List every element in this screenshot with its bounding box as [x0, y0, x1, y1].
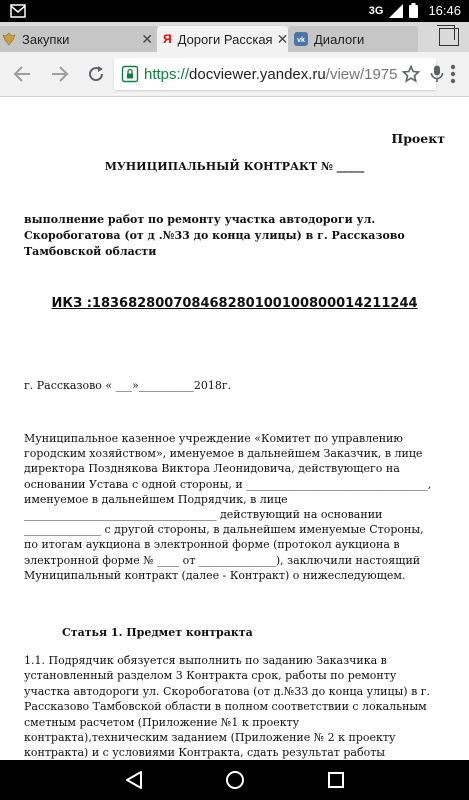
vk-icon — [294, 32, 308, 46]
close-icon[interactable]: ✕ — [276, 30, 289, 47]
url-path: /view/1975 — [325, 65, 398, 83]
star-icon[interactable] — [398, 61, 424, 87]
text-line: контракта),техническим заданием (Приложение № 2 к проекту — [24, 731, 396, 745]
svg-text:vk: vk — [297, 37, 305, 44]
lock-icon — [122, 66, 138, 82]
text-line: Муниципальное казенное учреждение «Комитет по управлению — [24, 432, 403, 445]
close-icon[interactable]: ✕ — [141, 30, 153, 47]
system-nav-bar — [0, 760, 469, 800]
tab-zakupki[interactable] — [0, 26, 159, 52]
contract-subject — [24, 212, 434, 260]
browser-toolbar — [0, 52, 469, 97]
text-line: 1.1. Подрядчик обязуется выполнить по заданию Заказчика в — [24, 654, 387, 667]
ikz-code: ИКЗ :183682800708468280100100800014211244 — [51, 296, 418, 311]
battery-icon — [409, 3, 418, 18]
contract-title: МУНИЦИПАЛЬНЫЙ КОНТРАКТ № _____ — [104, 160, 365, 173]
yandex-icon: Я — [163, 32, 172, 46]
tab-strip — [0, 22, 469, 52]
emblem-icon — [2, 32, 16, 46]
tab-title: Закупки — [22, 31, 70, 47]
subject-line: Скоробогатова (от д .№33 до конца улицы) в г. Рассказово — [24, 229, 405, 242]
text-line: контракта) и с условиями Контракта, сдать результат работы — [24, 746, 386, 760]
tab-title: Диалоги — [314, 31, 365, 47]
tab-dorogi[interactable] — [157, 26, 288, 52]
recents-square-icon[interactable] — [325, 770, 347, 790]
back-triangle-icon[interactable] — [123, 770, 145, 790]
project-label: Проект — [391, 131, 445, 146]
text-line: ___________________________________ действующий на основании — [24, 508, 383, 522]
notification-icon — [10, 3, 26, 19]
address-bar[interactable] — [114, 58, 436, 90]
text-line: установленный разделом 3 Контракта срок, работы по ремонту — [24, 669, 397, 683]
back-icon[interactable] — [10, 62, 34, 86]
text-line: электронной форме № ____ от ______________), заключили настоящий — [24, 553, 421, 567]
subject-line: Тамбовской области — [24, 245, 157, 258]
text-line: ______________ с другой стороны, в дальнейшем именуемые Стороны, — [24, 523, 424, 537]
clause-paragraph — [24, 653, 454, 761]
text-line: участка автодороги ул. Скоробогатова (от д.№33 до конца улицы) в г. — [24, 684, 431, 698]
forward-icon[interactable] — [48, 62, 72, 86]
signal-icon — [389, 4, 403, 18]
url-host: docviewer.yandex.ru — [189, 65, 326, 83]
subject-line: выполнение работ по ремонту участка автодороги ул. — [24, 213, 376, 226]
text-line: городским хозяйством», именуемое в дальнейшем Заказчик, в лице — [24, 447, 423, 461]
text-line: по итогам аукциона в электронной форме (протокол аукциона в — [24, 538, 400, 552]
menu-icon[interactable] — [441, 62, 465, 86]
preamble-paragraph — [24, 431, 456, 583]
text-line: именуемое в дальнейшем Подрядчик, в лице — [24, 492, 288, 506]
url-scheme: https:// — [144, 65, 190, 83]
text-line: Рассказово Тамбовской области в полном соответствии с локальным — [24, 700, 427, 714]
status-bar — [0, 0, 469, 22]
text-line: сметным расчетом (Приложение №1 к проекту — [24, 715, 300, 729]
text-line: директора Позднякова Виктора Леонидовича, действующего на — [24, 462, 400, 476]
text-line: основании Устава с одной стороны, и _________________________________, — [24, 477, 432, 491]
url-text[interactable] — [144, 66, 398, 83]
clock: 16:46 — [428, 3, 461, 18]
home-circle-icon[interactable] — [224, 770, 246, 790]
text-line: Муниципальный контракт (далее - Контракт) о нижеследующем. — [24, 568, 406, 582]
tab-title: Дороги Расская — [177, 31, 273, 47]
reload-icon[interactable] — [84, 62, 108, 86]
status-right — [369, 3, 461, 18]
tab-dialogi[interactable] — [288, 26, 418, 52]
city-date-line: г. Рассказово « ___»__________2018г. — [24, 379, 232, 392]
document-view[interactable] — [0, 97, 469, 760]
network-type: 3G — [368, 4, 384, 17]
article-heading: Статья 1. Предмет контракта — [62, 626, 253, 639]
